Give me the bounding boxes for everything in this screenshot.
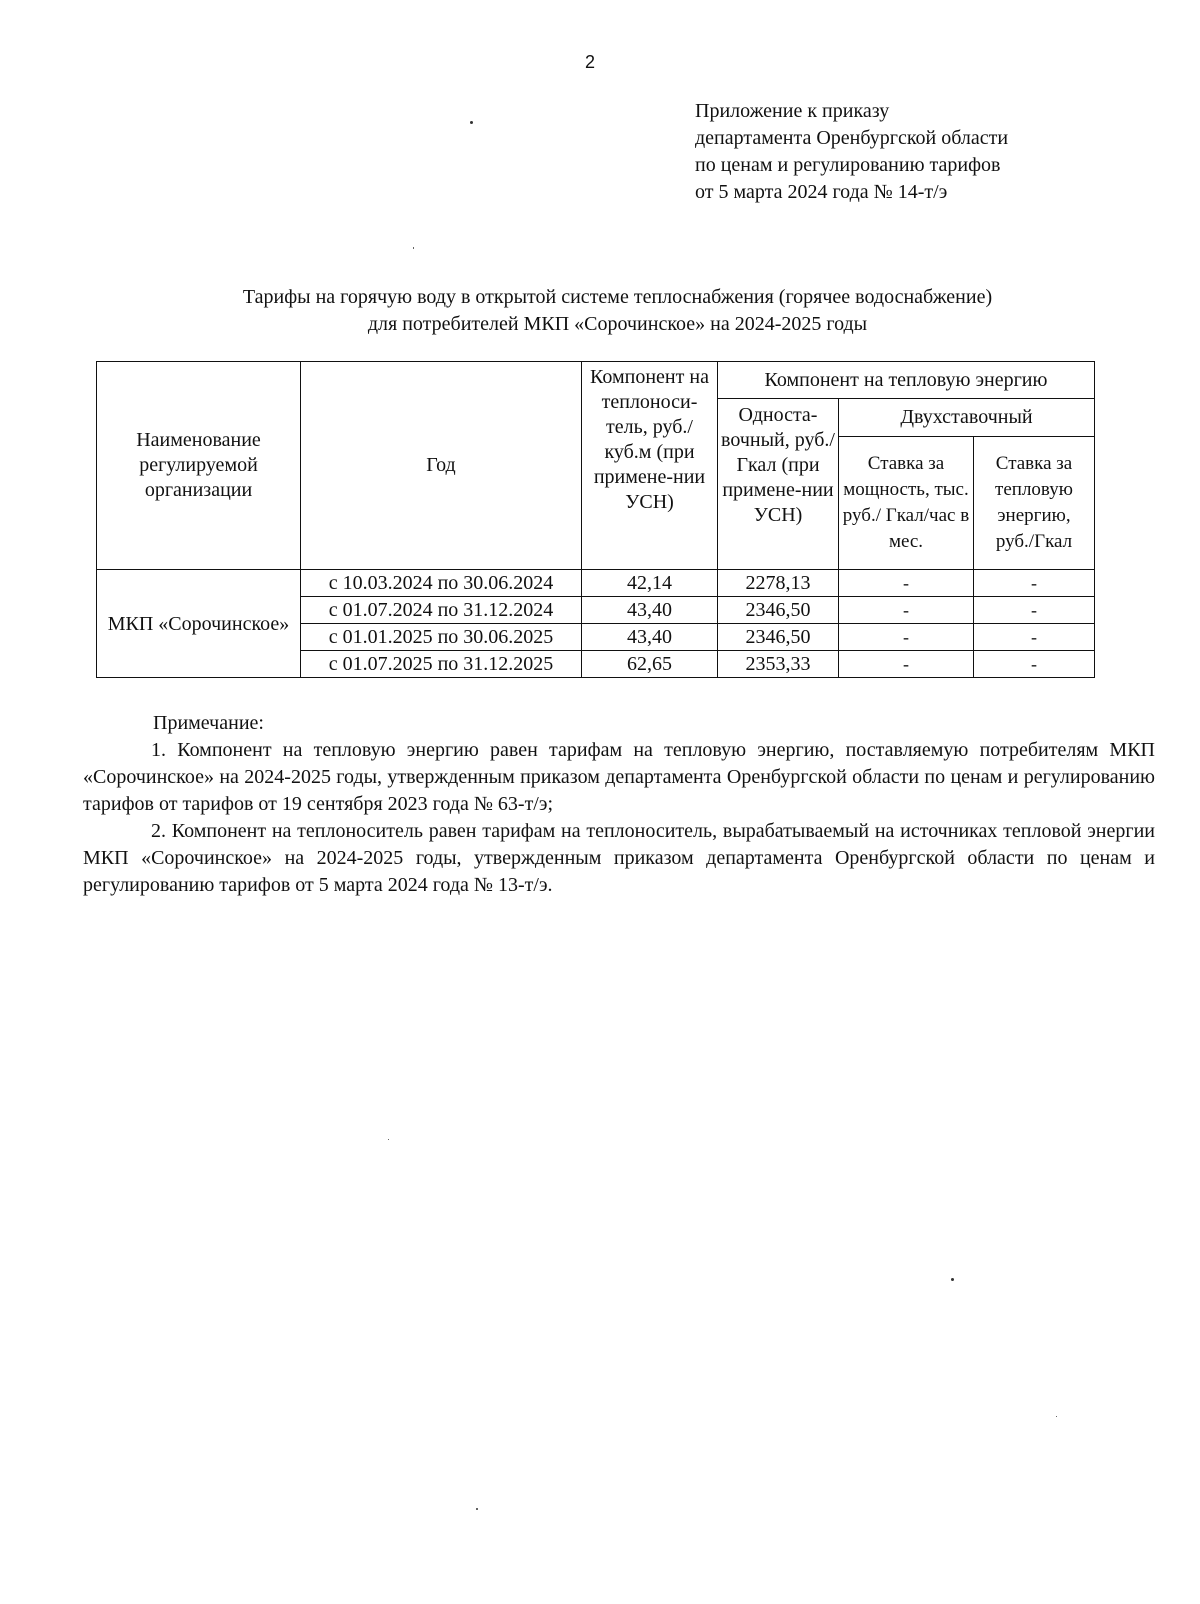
note-item: 1. Компонент на тепловую энергию равен тарифам на тепловую энергию, поставляемую потребителям МКП «Сорочинское» на 2024-2025 годы, утвержденным приказом департамента Оренбургской области по ценам и регулированию тарифов от тарифов от 19 сентября 2023 года № 63-т/э; bbox=[83, 739, 1155, 815]
carrier-cell: 43,40 bbox=[582, 597, 718, 624]
page-number: 2 bbox=[585, 52, 596, 72]
tariff-table bbox=[96, 361, 1095, 678]
notes-section bbox=[83, 710, 1155, 899]
carrier-cell: 43,40 bbox=[582, 624, 718, 651]
annex-line: Приложение к приказу bbox=[695, 100, 890, 122]
notes-heading: Примечание: bbox=[153, 712, 264, 734]
period-cell: с 10.03.2024 по 30.06.2024 bbox=[301, 570, 582, 597]
one-part-cell: 2346,50 bbox=[718, 597, 839, 624]
carrier-cell: 62,65 bbox=[582, 651, 718, 678]
one-part-cell: 2346,50 bbox=[718, 624, 839, 651]
scan-speck bbox=[413, 247, 414, 249]
note-item: 2. Компонент на теплоноситель равен тарифам на теплоноситель, вырабатываемый на источниках тепловой энергии МКП «Сорочинское» на 2024-2025 годы, утвержденным приказом департамента Оренбургской области по ценам и регулированию тарифов от 5 марта 2024 года № 13-т/э. bbox=[83, 820, 1155, 896]
scan-speck bbox=[1056, 1416, 1057, 1417]
annex-line: от 5 марта 2024 года № 14-т/э bbox=[695, 181, 948, 203]
capacity-cell: - bbox=[839, 597, 974, 624]
header-capacity-rate: Ставка за мощность, тыс. руб./ Гкал/час в мес. bbox=[839, 437, 974, 570]
capacity-cell: - bbox=[839, 624, 974, 651]
annex-header bbox=[695, 98, 1008, 206]
carrier-cell: 42,14 bbox=[582, 570, 718, 597]
period-cell: с 01.07.2025 по 31.12.2025 bbox=[301, 651, 582, 678]
header-energy-rate: Ставка за тепловую энергию, руб./Гкал bbox=[974, 437, 1095, 570]
header-org: Наименование регулируемой организации bbox=[97, 362, 301, 570]
scan-speck bbox=[476, 1508, 478, 1510]
one-part-cell: 2353,33 bbox=[718, 651, 839, 678]
title-line: Тарифы на горячую воду в открытой системе теплоснабжения (горячее водоснабжение) bbox=[242, 286, 993, 308]
table-row bbox=[97, 570, 1095, 597]
period-cell: с 01.01.2025 по 30.06.2025 bbox=[301, 624, 582, 651]
org-name-cell: МКП «Сорочинское» bbox=[97, 570, 301, 678]
annex-line: по ценам и регулированию тарифов bbox=[695, 154, 1001, 176]
document-title bbox=[80, 284, 1155, 338]
header-one-part: Односта-вочный, руб./Гкал (при примене-нии УСН) bbox=[718, 399, 839, 570]
energy-cell: - bbox=[974, 624, 1095, 651]
one-part-cell: 2278,13 bbox=[718, 570, 839, 597]
header-heat-component: Компонент на тепловую энергию bbox=[718, 362, 1095, 399]
header-year: Год bbox=[301, 362, 582, 570]
capacity-cell: - bbox=[839, 570, 974, 597]
header-two-part: Двухставочный bbox=[839, 399, 1095, 437]
annex-line: департамента Оренбургской области bbox=[695, 127, 1009, 149]
header-carrier: Компонент на теплоноси-тель, руб./куб.м (при примене-нии УСН) bbox=[582, 362, 718, 570]
scan-speck bbox=[470, 121, 473, 124]
capacity-cell: - bbox=[839, 651, 974, 678]
scan-speck bbox=[388, 1139, 389, 1140]
energy-cell: - bbox=[974, 570, 1095, 597]
scan-speck bbox=[951, 1278, 954, 1281]
title-line: для потребителей МКП «Сорочинское» на 2024-2025 годы bbox=[367, 313, 868, 335]
energy-cell: - bbox=[974, 651, 1095, 678]
period-cell: с 01.07.2024 по 31.12.2024 bbox=[301, 597, 582, 624]
energy-cell: - bbox=[974, 597, 1095, 624]
